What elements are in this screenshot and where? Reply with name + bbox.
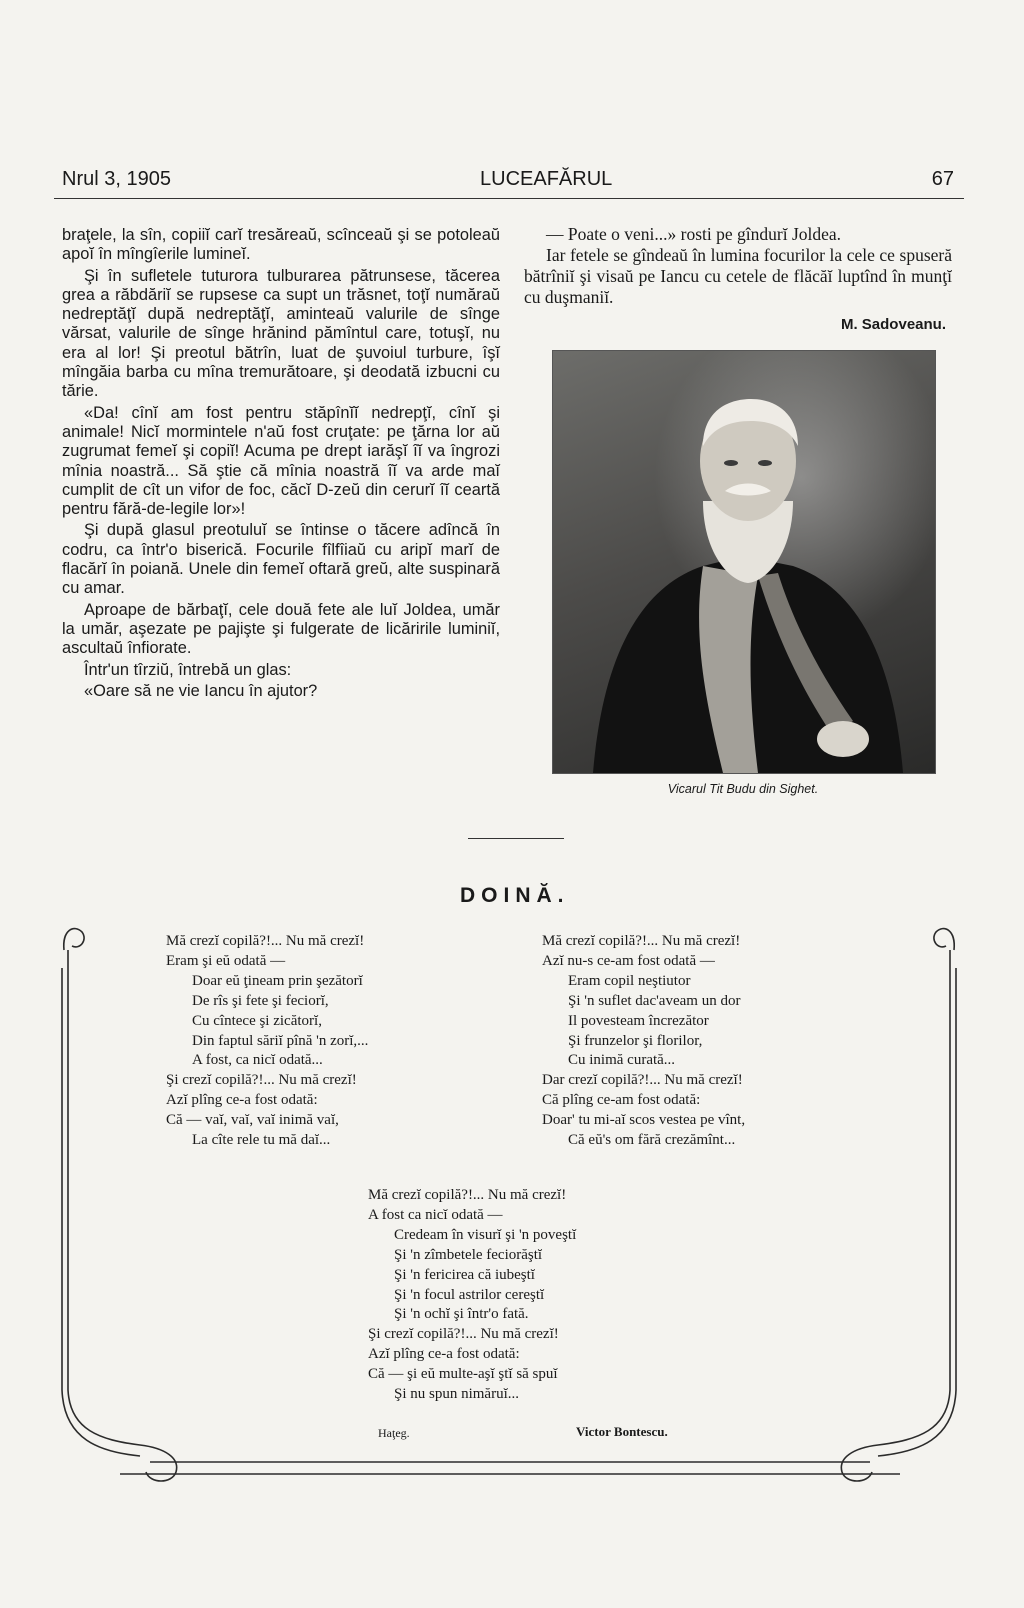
paragraph: Şi după glasul preotuluĭ se întinse o tăcere adîncă în codru, ca într'o biserică. Focurile fîlfîiaŭ cu aripĭ marĭ de flacărĭ în poiană. Unele din femeĭ oftară greŭ, alte suspinară cu amar. [62,521,500,598]
paragraph: «Oare să ne vie Iancu în ajutor? [84,681,318,700]
verse-line: Mă crezĭ copilă?!... Nu mă crezĭ! [542,933,741,949]
poem-author: Victor Bontescu. [576,1424,668,1439]
paragraph: Iar fetele se gîndeaŭ în lumina focurilor la cele ce spuseră bătrîniĭ şi visaŭ pe Iancu cu cetele de flăcăĭ luptînd în munţĭ cu duşmaniĭ. [524,245,952,307]
verse-line: Il povesteam încrezător [568,1012,709,1029]
paragraph: Într'un tîrziŭ, întrebă un glas: [84,660,292,679]
verse-line: Şi 'n ochĭ şi într'o fată. [394,1306,529,1323]
verse-line: Azĭ plîng ce-a fost odată: [166,1092,318,1109]
verse-line: Şi 'n suflet dac'aveam un dor [568,992,741,1009]
verse-line: La cîte rele tu mă daĭ... [192,1132,331,1149]
verse-line: Cu cîntece şi zicătorĭ, [192,1012,322,1029]
verse-line: Şi 'n zîmbetele feciorăştĭ [394,1246,543,1263]
verse-line: Din faptul săriĭ pînă 'n zorĭ,... [192,1032,369,1049]
verse-line: Şi nu spun nimăruĭ... [394,1386,520,1403]
verse-line: A fost, ca nicĭ odată... [192,1052,323,1069]
verse-line: De rîs şi fete şi feciorĭ, [192,992,329,1009]
verse-line: Că eŭ's om fără crezămînt... [568,1132,736,1149]
issue-number: Nrul 3, 1905 [62,168,171,190]
verse-line: Că plîng ce-am fost odată: [542,1092,701,1109]
journal-title: LUCEAFĂRUL [480,168,613,190]
verse-line: Azĭ plîng ce-a fost odată: [368,1346,520,1363]
verse-line: Mă crezĭ copilă?!... Nu mă crezĭ! [166,933,365,949]
verse-line: Că — şi eŭ multe-aşĭ ştĭ să spuĭ [368,1366,558,1383]
verse-line: Doar' tu mi-aĭ scos vestea pe vînt, [542,1112,746,1129]
poem-stanza-2 [542,932,745,1151]
paragraph: «Da! cînĭ am fost pentru stăpînĭĭ nedrepţĭ, cînĭ şi animale! Nicĭ mormintele n'aŭ fost cruţate: pe ţărna lor aŭ zugrumat femeĭ şi copiĭ! Acuma pe drept iarăşĭ îĭ va îngrozi mînia noastră... Să ştie că mînia noastră îĭ va arde maĭ cumplit de cît un vifor de foc, căcĭ D-zeŭ din cerurĭ îĭ ceartă pentru fără-de-legile lor»! [62,403,500,519]
verse-line: Azĭ nu-s ce-am fost odată — [542,952,715,969]
paragraph: Şi în sufletele tuturora tulburarea pătrunsese, tăcerea grea a răbdăriĭ se rupsese ca supt un trăsnet, toţĭ număraŭ nedreptăţĭ după nedreptăţĭ, aminteaŭ valurile de sînge vărsat, valurile de sînge hrănind pămîntul care, totuşĭ, nu era al lor! Şi preotul bătrîn, luat de şuvoiul turbure, îşĭ mîngăia barba cu mîna tremurătoare, şi deodată izbucni cu tărie. [62,266,500,401]
verse-line: Şi frunzelor şi florilor, [568,1032,703,1049]
verse-line: Eram copil neştiutor [568,972,691,989]
poem-place: Haţeg. [378,1426,410,1440]
verse-line: Eram şi eŭ odată — [166,952,286,969]
page-number: 67 [931,168,954,190]
poem-stanza-1 [166,932,368,1151]
verse-line: Cu inimă curată... [568,1052,676,1069]
verse-line: Credeam în visurĭ şi 'n poveştĭ [394,1226,577,1243]
verse-line: Şi 'n focul astrilor cereştĭ [394,1286,545,1303]
verse-line: Doar eŭ ţineam prin şezătorĭ [192,972,363,989]
poem-title: DOINĂ. [460,884,570,907]
paragraph: braţele, la sîn, copiiĭ carĭ tresăreaŭ, scînceaŭ şi se potoleaŭ apoĭ în mîngîerile lumineĭ. [62,226,500,264]
verse-line: Dar crezĭ copilă?!... Nu mă crezĭ! [542,1072,743,1089]
verse-line: Şi crezĭ copilă?!... Nu mă crezĭ! [368,1326,559,1343]
verse-line: Şi crezĭ copilă?!... Nu mă crezĭ! [166,1072,357,1089]
verse-line: A fost ca nicĭ odată — [368,1206,503,1223]
paragraph: — Poate o veni...» rosti pe gîndurĭ Joldea. [546,224,842,244]
paragraph: Aproape de bărbaţĭ, cele două fete ale luĭ Joldea, umăr la umăr, aşezate pe pajişte şi fulgerate de licăririle luminiĭ, ascultaŭ înfiorate. [62,600,500,658]
poem-stanza-3 [368,1186,576,1405]
photo-caption: Vicarul Tit Budu din Sighet. [667,782,819,796]
article-signature: M. Sadoveanu. [840,316,946,333]
verse-line: Că — vaĭ, vaĭ, vaĭ inimă vaĭ, [166,1112,339,1129]
verse-line: Mă crezĭ copilă?!... Nu mă crezĭ! [368,1187,567,1203]
verse-line: Şi 'n fericirea că iubeştĭ [394,1266,535,1283]
